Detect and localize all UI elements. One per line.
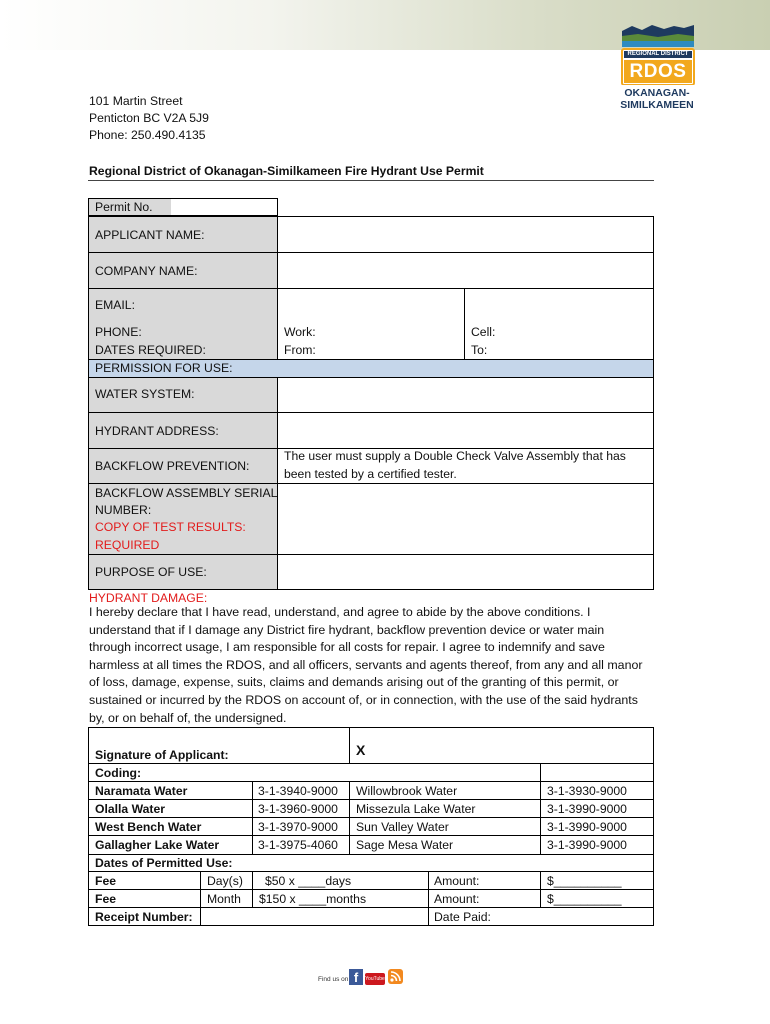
youtube-icon[interactable]: YouTube	[365, 973, 385, 985]
hydrant-address-input[interactable]	[278, 413, 653, 448]
declaration-line: of loss, damage, expense, suits, claims and demands arising out of the granting of this permit, or	[89, 675, 619, 690]
fee-unit: Month	[207, 892, 241, 906]
water-system-label: WATER SYSTEM:	[95, 387, 195, 401]
dates-required-label: DATES REQUIRED:	[95, 343, 206, 357]
title-rule	[88, 180, 654, 181]
logo-line2: SIMILKAMEEN	[620, 99, 694, 111]
declaration-text	[89, 604, 661, 727]
declaration-line: harmless at all times the RDOS, and all officers, servants and agents thereof, from any and all manor	[89, 657, 643, 672]
applicant-name-input[interactable]	[278, 217, 653, 252]
fee-label: Fee	[95, 892, 117, 906]
phone-number: Phone: 250.490.4135	[89, 128, 206, 142]
fee-unit: Day(s)	[207, 874, 243, 888]
divider	[252, 871, 253, 907]
divider	[428, 871, 429, 926]
signature-x-mark: X	[356, 742, 366, 758]
rss-icon[interactable]	[388, 969, 403, 984]
copy-test-results-line2: REQUIRED	[95, 538, 160, 552]
find-us-on-text: Find us on	[318, 976, 349, 983]
dates-permitted-label: Dates of Permitted Use:	[95, 856, 233, 870]
code-number-2: 3-1-3930-9000	[547, 784, 627, 798]
hydrant-address-label: HYDRANT ADDRESS:	[95, 424, 219, 438]
amount-field[interactable]: $__________	[547, 892, 622, 906]
logo-banner: REGIONAL DISTRICT	[627, 51, 689, 57]
backflow-serial-input[interactable]	[278, 484, 653, 554]
social-footer	[318, 967, 408, 989]
phone-label: PHONE:	[95, 325, 142, 339]
amount-label: Amount:	[434, 874, 480, 888]
fee-rate: $50 x ____days	[265, 874, 352, 888]
purpose-of-use-label: PURPOSE OF USE:	[95, 565, 207, 579]
address-line2: Penticton BC V2A 5J9	[89, 111, 209, 125]
address-line1: 101 Martin Street	[89, 94, 183, 108]
company-name-label: COMPANY NAME:	[95, 264, 198, 278]
code-name: Olalla Water	[95, 802, 165, 816]
permit-no-field[interactable]	[171, 198, 278, 216]
logo-line1: OKANAGAN-	[624, 87, 690, 99]
code-number: 3-1-3960-9000	[258, 802, 338, 816]
backflow-serial-label-line1: BACKFLOW ASSEMBLY SERIAL	[95, 486, 278, 500]
email-label: EMAIL:	[95, 298, 135, 312]
date-paid-label: Date Paid:	[434, 910, 491, 924]
applicant-name-label: APPLICANT NAME:	[95, 228, 205, 242]
code-number-2: 3-1-3990-9000	[547, 838, 627, 852]
fee-rate: $150 x ____months	[259, 892, 367, 906]
declaration-line: sustained or incurred by the RDOS on account of, or in connection, with the use of the said hydrants	[89, 692, 638, 707]
water-system-input[interactable]	[278, 378, 653, 412]
amount-field[interactable]: $__________	[547, 874, 622, 888]
declaration-line: I hereby declare that I have read, understand, and agree to abide by the above conditions. I	[89, 605, 591, 619]
code-number-2: 3-1-3990-9000	[547, 802, 627, 816]
hydrant-damage-heading: HYDRANT DAMAGE:	[89, 591, 208, 605]
code-number: 3-1-3975-4060	[258, 838, 338, 852]
permission-for-use-label: PERMISSION FOR USE:	[95, 361, 233, 375]
code-name: West Bench Water	[95, 820, 202, 834]
work-label: Work:	[284, 325, 316, 339]
code-name: Gallagher Lake Water	[95, 838, 220, 852]
divider	[540, 763, 541, 855]
amount-label: Amount:	[434, 892, 480, 906]
fee-label: Fee	[95, 874, 117, 888]
code-name-2: Missezula Lake Water	[356, 802, 476, 816]
code-name-2: Sage Mesa Water	[356, 838, 454, 852]
signature-field[interactable]	[370, 728, 653, 763]
backflow-prevention-label: BACKFLOW PREVENTION:	[95, 459, 250, 473]
cell-label: Cell:	[471, 325, 496, 339]
receipt-number-label: Receipt Number:	[95, 910, 193, 924]
facebook-icon[interactable]: f	[349, 969, 363, 985]
to-label: To:	[471, 343, 488, 357]
company-name-input[interactable]	[278, 253, 653, 288]
declaration-line: understand that if I damage any District fire hydrant, backflow prevention device or water main	[89, 622, 605, 637]
backflow-note-line2: been tested by a certified tester.	[284, 467, 457, 481]
purpose-of-use-input[interactable]	[278, 555, 653, 590]
coding-label: Coding:	[95, 766, 142, 780]
backflow-note-line1: The user must supply a Double Check Valve Assembly that has	[284, 449, 626, 463]
logo-acronym: RDOS	[629, 61, 687, 82]
permit-no-label: Permit No.	[95, 200, 153, 214]
declaration-line: through incorrect usage, I am responsible for all costs for repair. I agree to indemnify and save	[89, 640, 605, 655]
code-name-2: Sun Valley Water	[356, 820, 449, 834]
divider	[349, 727, 350, 764]
code-number: 3-1-3940-9000	[258, 784, 338, 798]
divider	[540, 871, 541, 907]
divider	[200, 871, 201, 926]
divider	[252, 781, 253, 855]
copy-test-results-line1: COPY OF TEST RESULTS:	[95, 520, 246, 534]
backflow-serial-label-line2: NUMBER:	[95, 503, 152, 517]
declaration-line: by, or on behalf of, the undersigned.	[89, 710, 287, 725]
code-number: 3-1-3970-9000	[258, 820, 338, 834]
code-number-2: 3-1-3990-9000	[547, 820, 627, 834]
from-label: From:	[284, 343, 316, 357]
code-name-2: Willowbrook Water	[356, 784, 458, 798]
signature-label: Signature of Applicant:	[95, 748, 229, 762]
page-title: Regional District of Okanagan-Similkameen Fire Hydrant Use Permit	[89, 164, 484, 178]
code-name: Naramata Water	[95, 784, 188, 798]
divider	[349, 781, 350, 855]
rdos-logo	[618, 25, 698, 113]
